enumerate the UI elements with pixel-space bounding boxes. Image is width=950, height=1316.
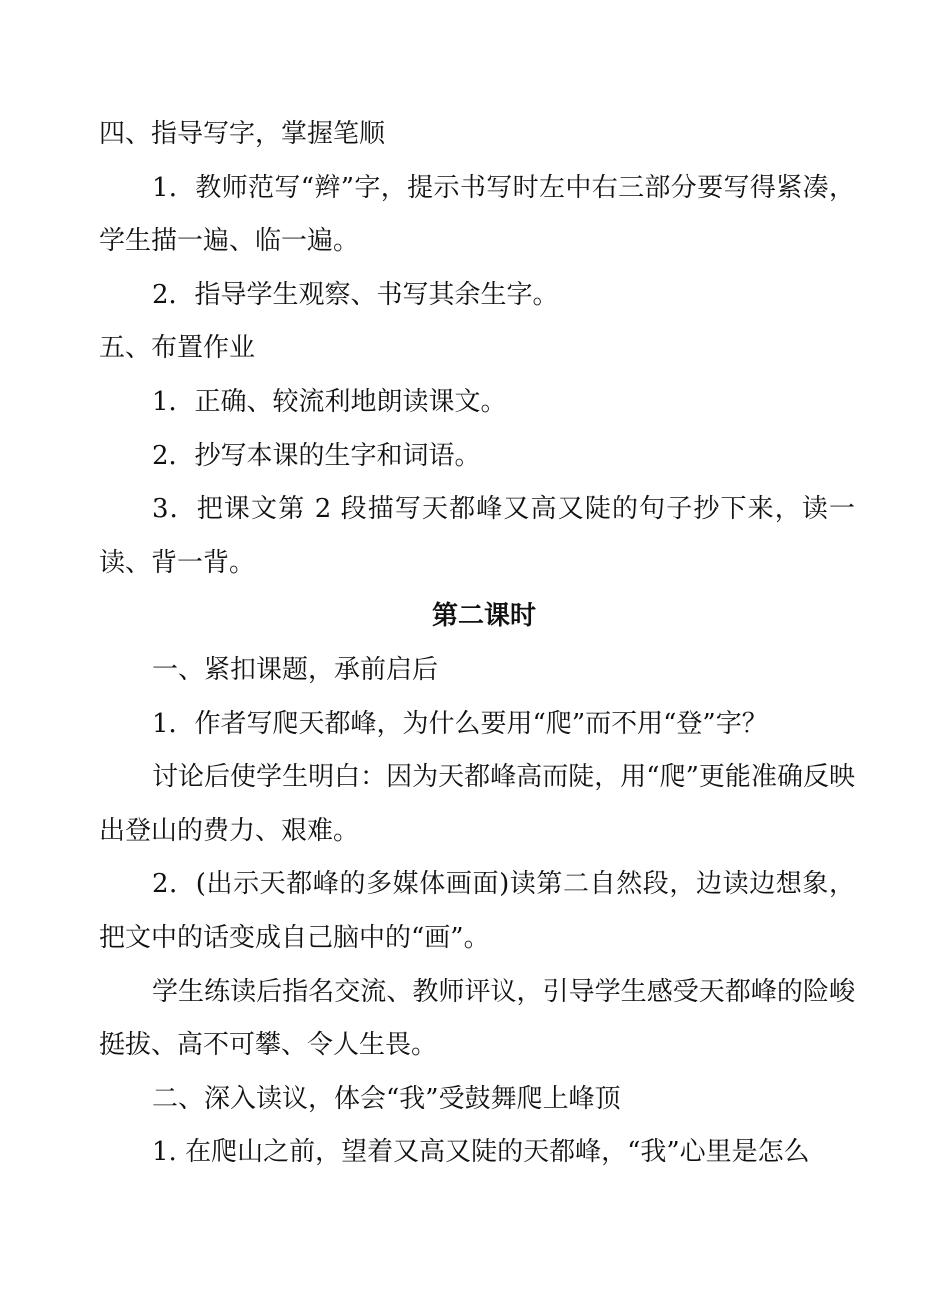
paragraph-discussion: 讨论后使学生明白：因为天都峰高而陡，用“爬”更能准确反映出登山的费力、艰难。: [99, 762, 855, 846]
section-heading-review: 一、紧扣课题，承前启后: [152, 654, 439, 685]
section-heading-homework: 五、布置作业: [99, 333, 256, 364]
document-page: [99, 108, 855, 1180]
homework-item-2: 2．抄写本课的生字和词语。: [152, 440, 481, 471]
section-heading-deep-reading: 二、深入读议，体会“我”受鼓舞爬上峰顶: [152, 1083, 621, 1114]
paragraph-observe-write: 2．指导学生观察、书写其余生字。: [152, 279, 559, 310]
paragraph-question-climb: 1．作者写爬天都峰，为什么要用“爬”而不用“登”字？: [152, 708, 768, 739]
paragraph-student-practice: 学生练读后指名交流、教师评议，引导学生感受天都峰的险峻挺拔、高不可攀、令人生畏。: [99, 976, 855, 1061]
lesson-title: 第二课时: [431, 601, 536, 632]
paragraph-teacher-demo: 1．教师范写“辫”字，提示书写时左中右三部分要写得紧凑，学生描一遍、临一遍。: [99, 172, 855, 257]
homework-item-1: 1．正确、较流利地朗读课文。: [152, 386, 507, 417]
homework-item-3: 3．把课文第 2 段描写天都峰又高又陡的句子抄下来，读一读、背一背。: [99, 494, 855, 578]
paragraph-multimedia-reading: 2．(出示天都峰的多媒体画面)读第二自然段，边读边想象，把文中的话变成自己脑中的“画”。: [99, 869, 855, 953]
paragraph-before-climb: 1. 在爬山之前，望着又高又陡的天都峰，“我”心里是怎么: [152, 1137, 810, 1168]
section-heading-writing: 四、指导写字，掌握笔顺: [99, 119, 386, 149]
